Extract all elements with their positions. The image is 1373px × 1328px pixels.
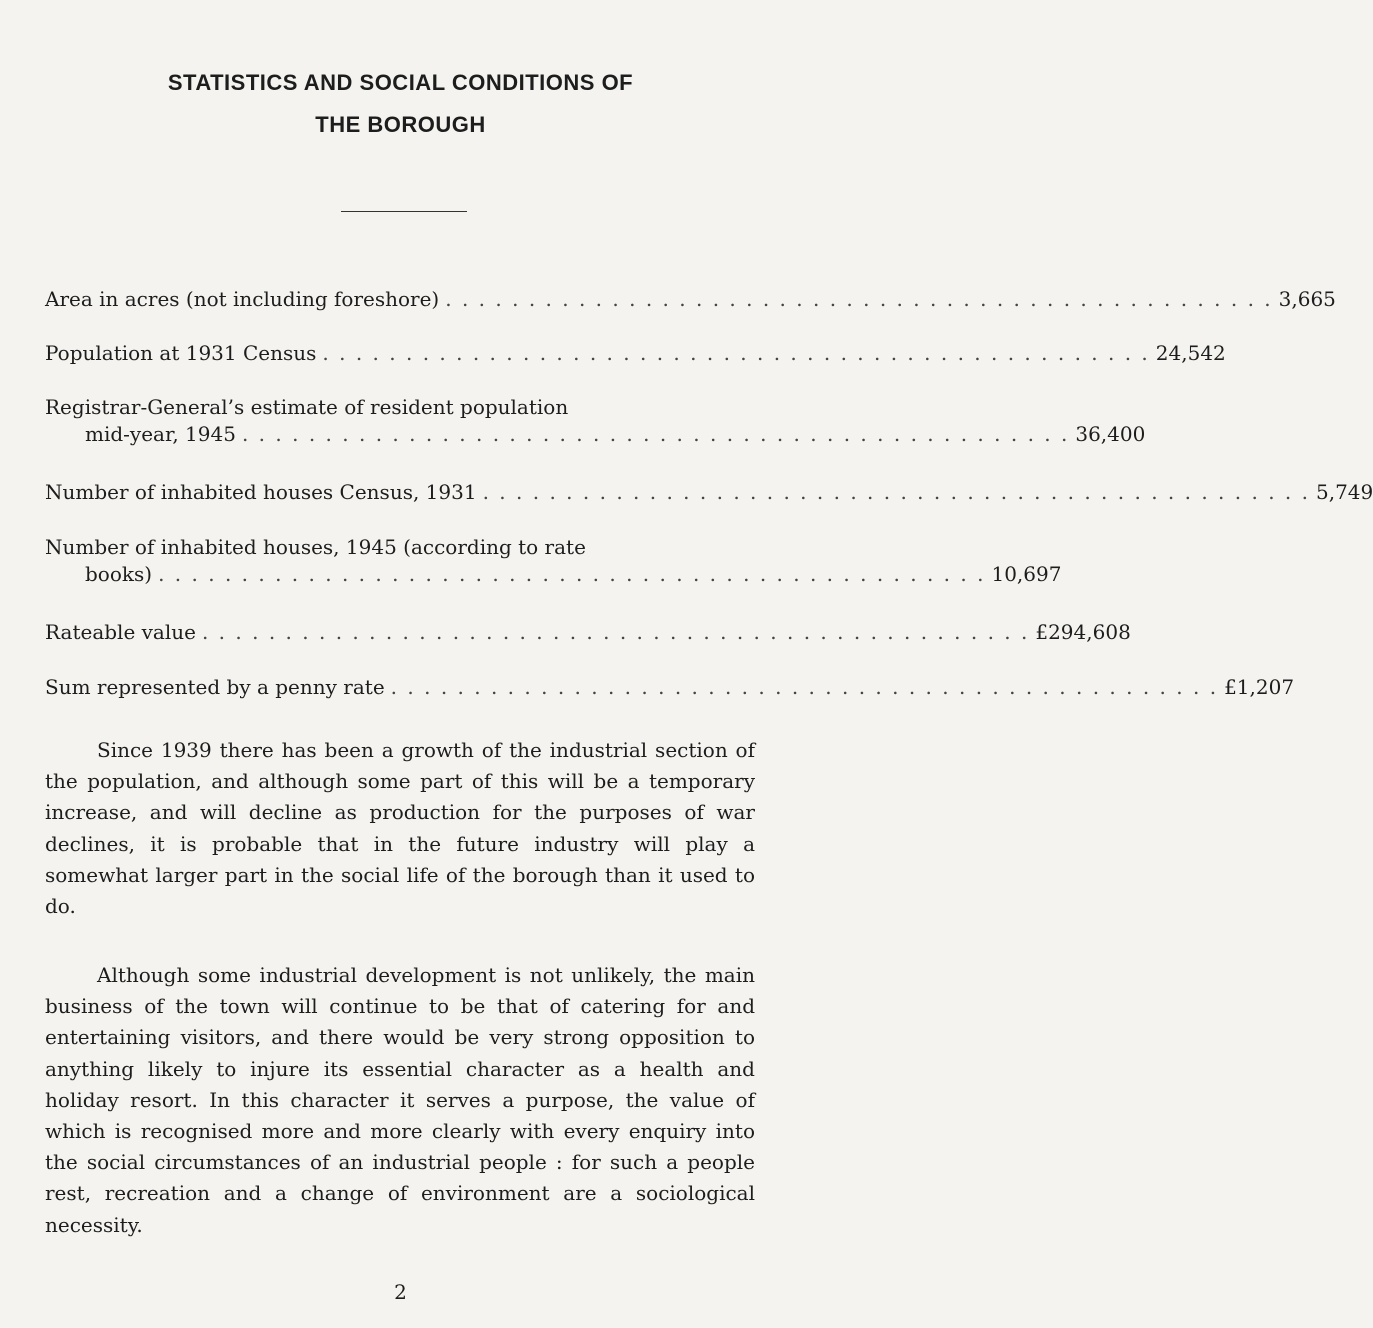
- stat-value: 36,400: [1075, 422, 1146, 446]
- stat-value: £1,207: [1224, 675, 1295, 699]
- stat-label-line1: Registrar-General’s estimate of resident population: [45, 395, 569, 419]
- stat-area: [45, 286, 1336, 313]
- dot-leader: . . . . . . . . . . . . . . . . . . . . . . . . . . . . . . . . . . . . . . . . . . . . . . . . . .: [445, 287, 1273, 311]
- dot-leader: . . . . . . . . . . . . . . . . . . . . . . . . . . . . . . . . . . . . . . . . . . . . . . . . . .: [201, 620, 1030, 644]
- stat-label: mid-year, 1945: [85, 422, 236, 446]
- dot-leader: . . . . . . . . . . . . . . . . . . . . . . . . . . . . . . . . . . . . . . . . . . . . . . . . . .: [482, 480, 1310, 504]
- paragraph-resort: Although some industrial development is not unlikely, the main business of the town will continue to be that of catering for and entertaining visitors, and there would be very strong opposition to anything likely to injure its essential character as a health and holiday resort. In this character it serves a purpose, the value of which is recognised more and more clearly with every enquiry into the social circumstances of an industrial people : for such a people rest, recreation and a change of environment are a sociological necessity.: [45, 963, 755, 1237]
- stat-label: books): [85, 562, 153, 586]
- stat-registrar-estimate: [45, 394, 1146, 448]
- stat-value: 5,749: [1315, 480, 1373, 504]
- dot-leader: . . . . . . . . . . . . . . . . . . . . . . . . . . . . . . . . . . . . . . . . . . . . . . . . . .: [322, 341, 1150, 365]
- dot-leader: . . . . . . . . . . . . . . . . . . . . . . . . . . . . . . . . . . . . . . . . . . . . . . . . . .: [158, 562, 986, 586]
- stat-label: Sum represented by a penny rate: [45, 675, 385, 699]
- stat-population-1931: [45, 340, 1226, 367]
- stat-label: Number of inhabited houses Census, 1931: [45, 480, 477, 504]
- stat-rateable-value: [45, 619, 1131, 646]
- stat-houses-1931: [45, 479, 1373, 506]
- dot-leader: . . . . . . . . . . . . . . . . . . . . . . . . . . . . . . . . . . . . . . . . . . . . . . . . . .: [241, 422, 1070, 446]
- stat-penny-rate: [45, 674, 1295, 701]
- stat-label-line1: Number of inhabited houses, 1945 (according to rate: [45, 535, 586, 559]
- divider-rule: [341, 211, 467, 212]
- stat-value: 3,665: [1278, 287, 1336, 311]
- stat-label: Rateable value: [45, 620, 196, 644]
- stat-value: 10,697: [991, 562, 1062, 586]
- title-line-1: STATISTICS AND SOCIAL CONDITIONS OF: [167, 70, 634, 95]
- stat-value: 24,542: [1155, 341, 1226, 365]
- stat-label: Area in acres (not including foreshore): [45, 287, 440, 311]
- stat-value: £294,608: [1035, 620, 1131, 644]
- dot-leader: . . . . . . . . . . . . . . . . . . . . . . . . . . . . . . . . . . . . . . . . . . . . . . . . . .: [390, 675, 1219, 699]
- stat-houses-1945: [45, 534, 1062, 588]
- page-number: 2: [394, 1280, 407, 1304]
- paragraph-industry: Since 1939 there has been a growth of the industrial section of the population, and although some part of this will be a temporary increase, and will decline as production for the purposes of war declines, it is probable that in the future industry will play a somewhat larger part in the social life of the borough than it used to do.: [45, 738, 755, 919]
- title-line-2: THE BOROUGH: [315, 112, 486, 137]
- stat-label: Population at 1931 Census: [45, 341, 317, 365]
